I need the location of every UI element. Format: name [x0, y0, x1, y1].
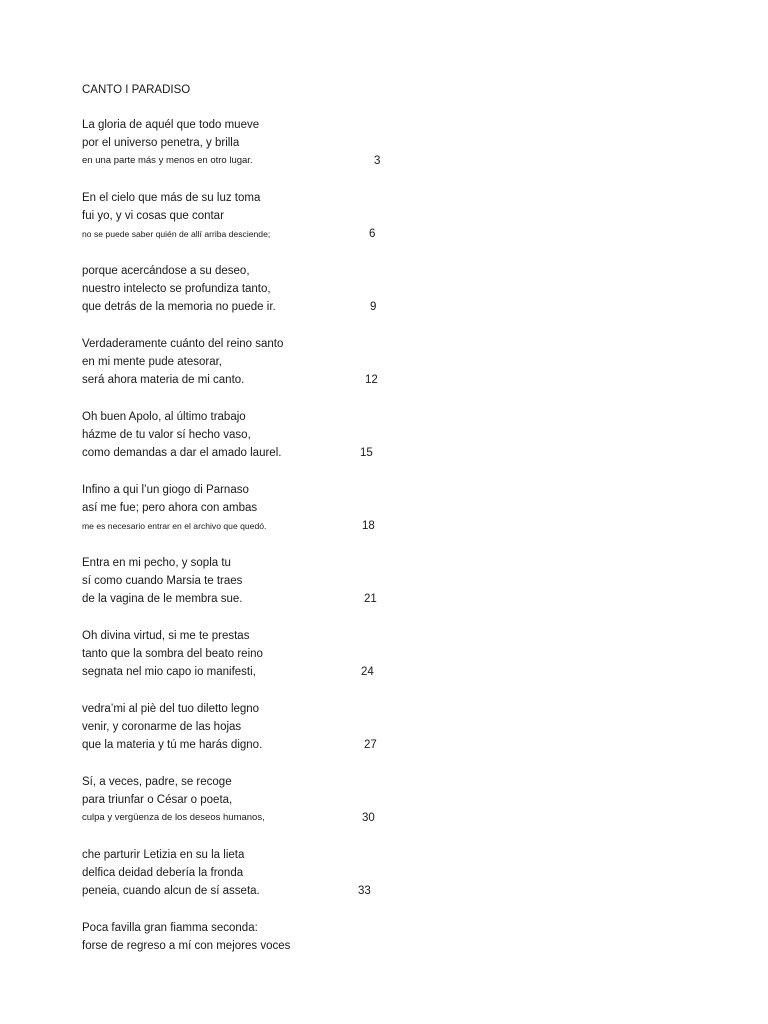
verse-text: segnata nel mio capo io manifesti,	[82, 666, 256, 679]
verse-text: que detrás de la memoria no puede ir.	[82, 301, 276, 314]
verse-line: sí como cuando Marsia te traes	[82, 575, 243, 588]
verse-text: culpa y vergüenza de los deseos humanos,	[82, 812, 265, 824]
verse-text: peneia, cuando alcun de sí asseta.	[82, 885, 260, 898]
verse-line	[82, 663, 402, 681]
verse-line	[82, 225, 402, 243]
verse-line	[82, 152, 402, 170]
line-number: 33	[358, 885, 371, 898]
line-number: 21	[364, 593, 377, 606]
line-number: 3	[374, 155, 381, 168]
verse-line: vedra’mi al piè del tuo diletto legno	[82, 703, 260, 715]
verse-text: me es necesario entrar en el archivo que quedó.	[82, 521, 267, 532]
line-number: 24	[361, 666, 374, 679]
stanza	[82, 408, 402, 463]
line-number: 18	[362, 520, 375, 533]
verse-line: porque acercándose a su deseo,	[82, 265, 250, 277]
line-number: 6	[369, 228, 376, 241]
verse-line: Infino a qui l’un giogo di Parnaso	[82, 484, 249, 496]
poem-title: CANTO I PARADISO	[82, 84, 191, 96]
verse-line: házme de tu valor sí hecho vaso,	[82, 429, 251, 442]
stanza	[82, 262, 402, 317]
stanza	[82, 116, 402, 171]
verse-line	[82, 517, 402, 535]
verse-text: no se puede saber quién de allí arriba desciende;	[82, 229, 271, 240]
line-number: 27	[364, 739, 377, 752]
line-number: 30	[362, 812, 375, 825]
line-number: 15	[360, 447, 373, 460]
verse-line	[82, 882, 402, 900]
line-number: 12	[365, 374, 378, 387]
verse-line: forse de regreso a mí con mejores voces	[82, 940, 291, 953]
stanza	[82, 773, 402, 828]
verse-line: Verdaderamente cuánto del reino santo	[82, 338, 284, 350]
verse-line: nuestro intelecto se profundiza tanto,	[82, 283, 271, 296]
stanza	[82, 627, 402, 682]
stanza	[82, 189, 402, 244]
verse-line: La gloria de aquél que todo mueve	[82, 119, 260, 131]
verse-line: venir, y coronarme de las hojas	[82, 721, 242, 734]
verse-line: tanto que la sombra del beato reino	[82, 648, 263, 661]
verse-line: Sí, a veces, padre, se recoge	[82, 776, 232, 788]
verse-line	[82, 736, 402, 754]
verse-line: che parturir Letizia en su la lieta	[82, 849, 245, 861]
verse-line: por el universo penetra, y brilla	[82, 137, 240, 150]
verse-line: Poca favilla gran fiamma seconda:	[82, 922, 258, 934]
verse-text: será ahora materia de mi canto.	[82, 374, 245, 387]
verse-text: como demandas a dar el amado laurel.	[82, 447, 282, 460]
stanza	[82, 919, 402, 955]
stanza	[82, 481, 402, 536]
verse-line: delfica deidad debería la fronda	[82, 867, 244, 880]
verse-line	[82, 298, 402, 316]
verse-line: Oh divina virtud, si me te prestas	[82, 630, 250, 642]
verse-text: en una parte más y menos en otro lugar.	[82, 155, 253, 167]
verse-line: Entra en mi pecho, y sopla tu	[82, 557, 231, 569]
stanza	[82, 700, 402, 755]
verse-line	[82, 371, 402, 389]
stanza	[82, 554, 402, 609]
verse-line: En el cielo que más de su luz toma	[82, 192, 261, 204]
verse-line: Oh buen Apolo, al último trabajo	[82, 411, 246, 423]
verse-text: de la vagina de le membra sue.	[82, 593, 243, 606]
stanza	[82, 846, 402, 901]
verse-line: así me fue; pero ahora con ambas	[82, 502, 258, 515]
verse-line	[82, 444, 402, 462]
stanza	[82, 335, 402, 390]
verse-line: para triunfar o César o poeta,	[82, 794, 233, 807]
verse-text: que la materia y tú me harás digno.	[82, 739, 263, 752]
verse-line	[82, 590, 402, 608]
line-number: 9	[370, 301, 377, 314]
verse-line	[82, 809, 402, 827]
verse-line: en mi mente pude atesorar,	[82, 356, 222, 369]
verse-line: fui yo, y vi cosas que contar	[82, 210, 224, 223]
